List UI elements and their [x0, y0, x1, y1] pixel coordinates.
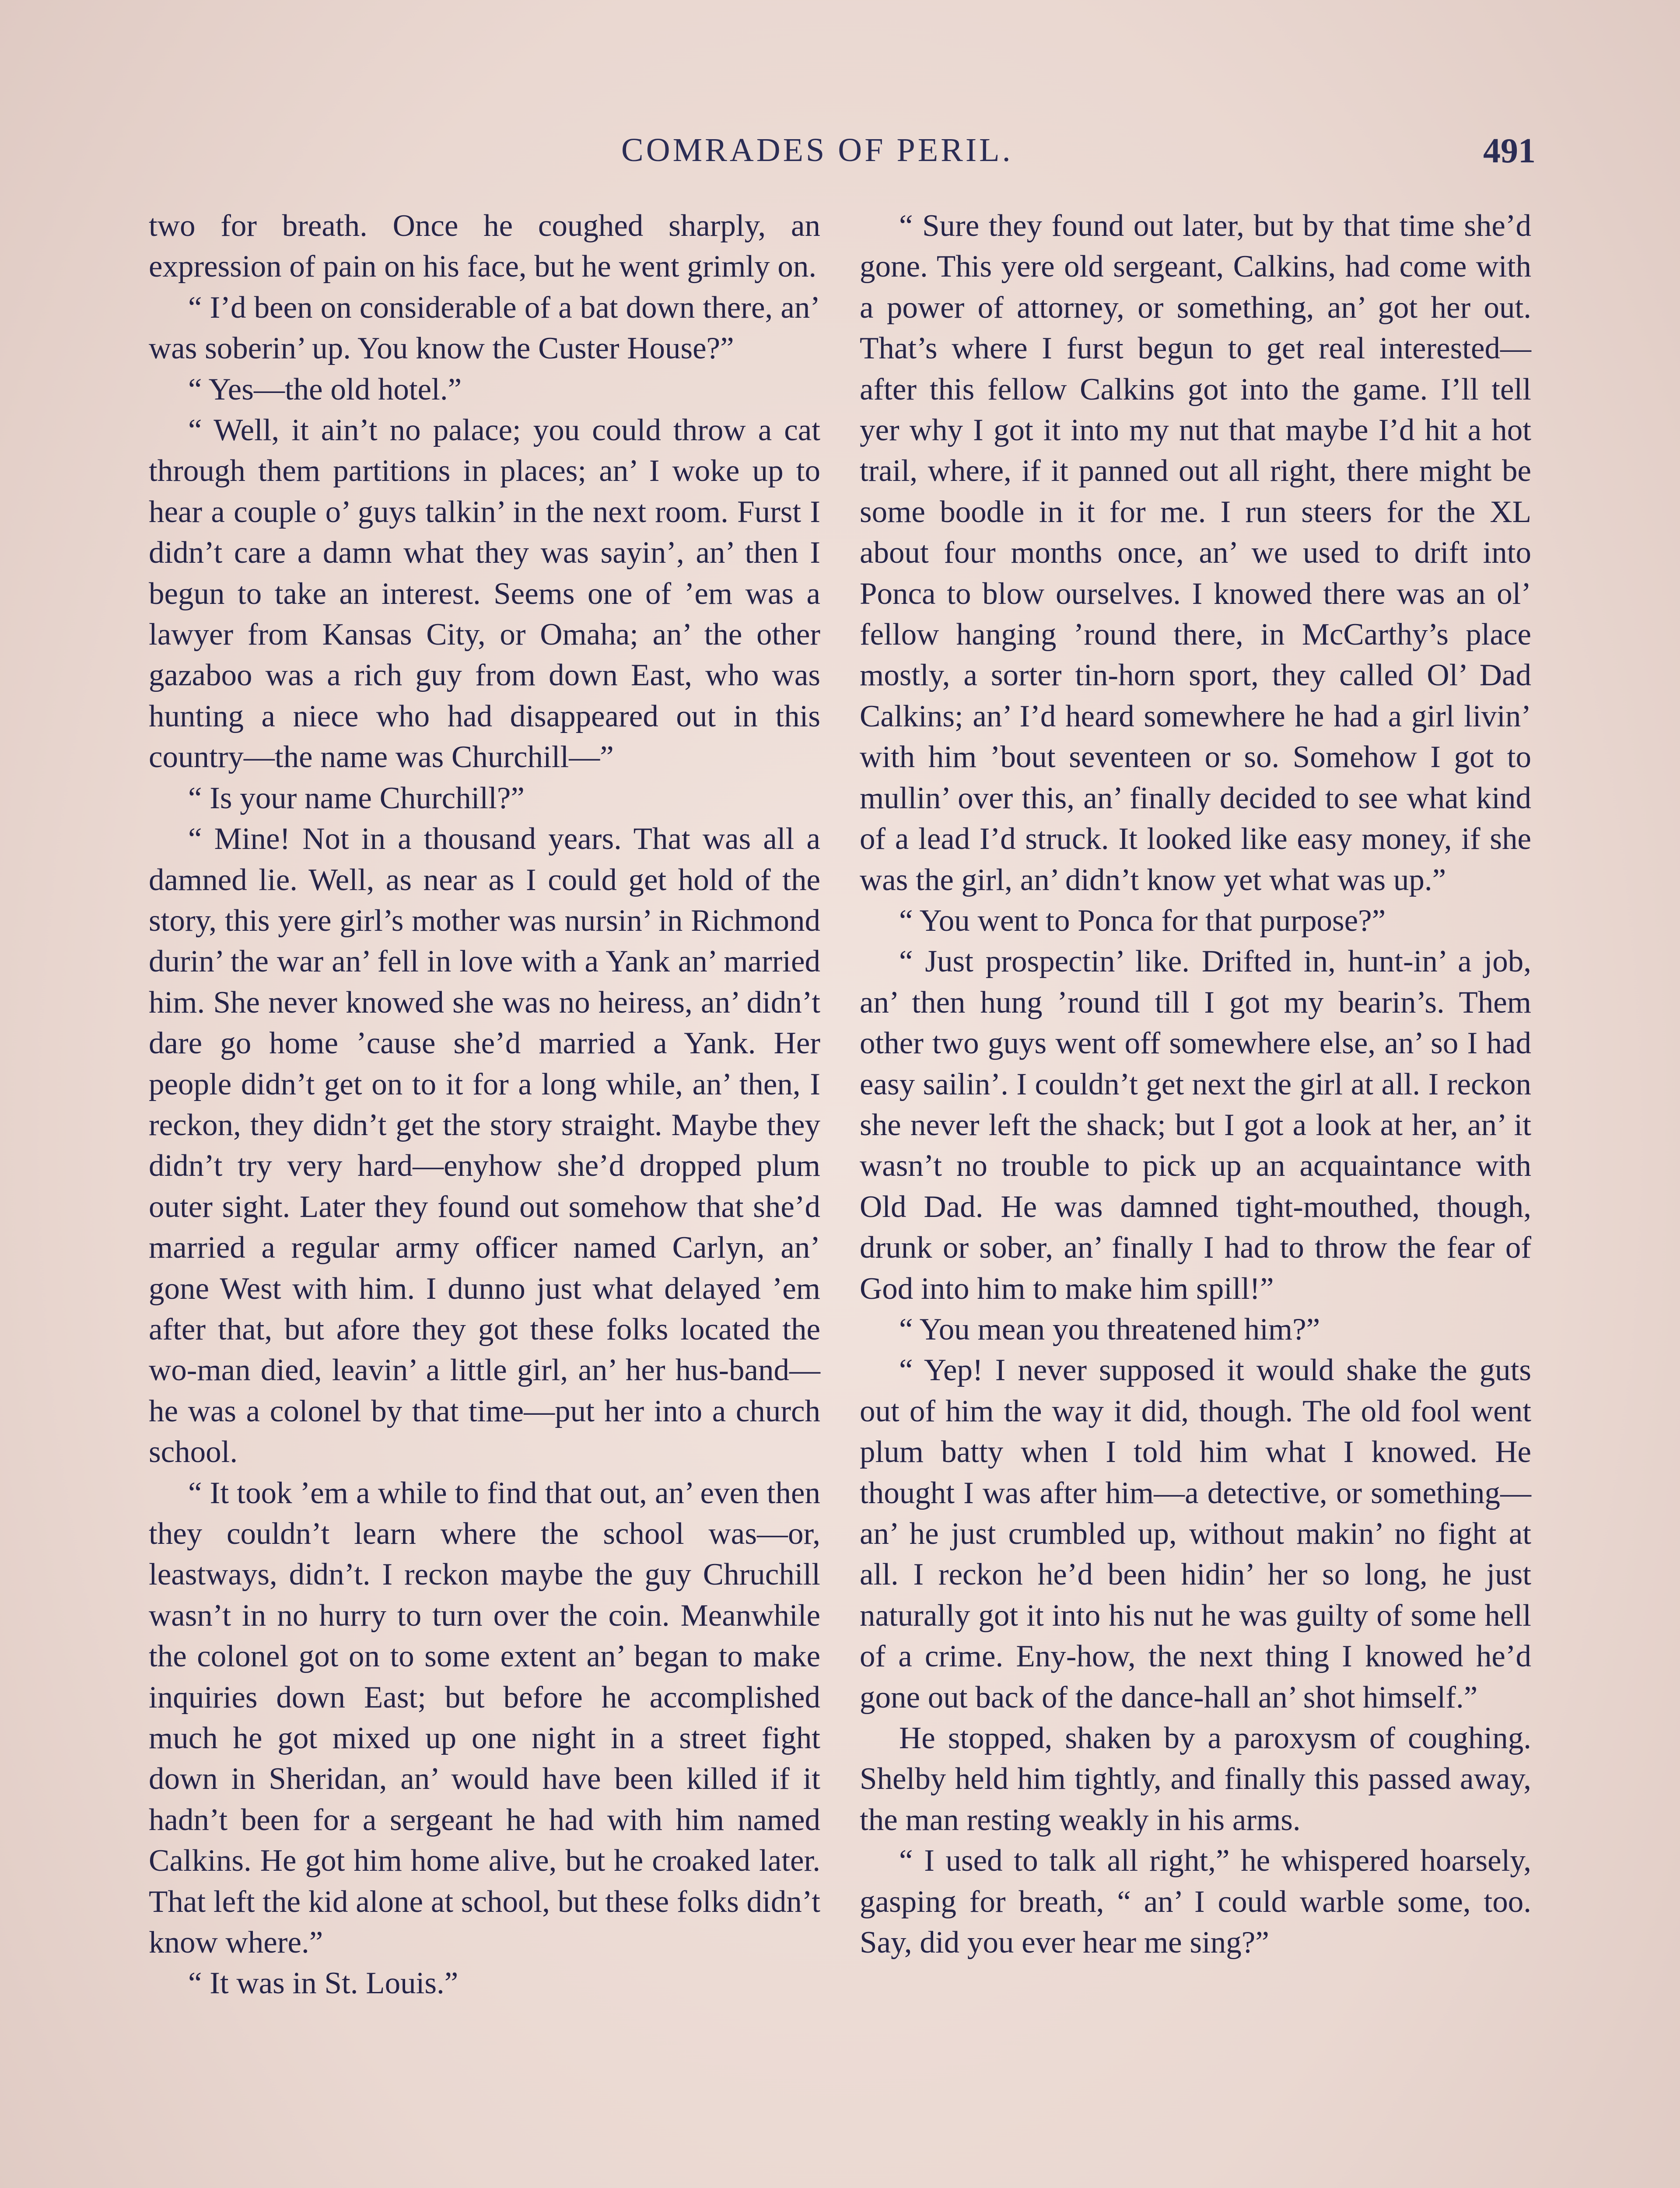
paragraph: “ Is your name Churchill?” — [188, 781, 525, 815]
paragraph: “ Sure they found out later, but by that time she’d gone. This yere old sergeant, Calkins, had come with a power of attorney, or something, an’ got her out. That’s where I furst begun to get real interested—after this fellow Calkins got into the game. I’ll tell yer why I got it into my nut that maybe I’d hit a hot trail, where, if it panned out all right, there might be some boodle in it for me. I run steers for the XL about four months once, an’ we used to drift into Ponca to blow ourselves. I knowed there was an ol’ fellow hanging ’round there, in McCarthy’s place mostly, a sorter tin-horn sport, they called Ol’ Dad Calkins; an’ I’d heard somewhere he had a girl livin’ with him ’bout seventeen or so. Somehow I got to mullin’ over this, an’ finally decided to see what kind of a lead I’d struck. It looked like easy money, if she was the girl, an’ didn’t know yet what was up.” — [860, 209, 1531, 897]
left-column — [149, 206, 820, 2004]
paragraph: two for breath. Once he coughed sharply, an expression of pain on his face, but he went grimly on. — [149, 209, 820, 284]
paragraph: “ I’d been on considerable of a bat down there, an’ was soberin’ up. You know the Custer House?” — [149, 290, 820, 366]
paragraph: “ Yes—the old hotel.” — [188, 372, 462, 407]
paragraph: “ Just prospectin’ like. Drifted in, hunt-in’ a job, an’ then hung ’round till I got my bearin’s. Them other two guys went off somewhere else, an’ so I had easy sailin’. I couldn’t get next the girl at all. I reckon she never left the shack; but I got a look at her, an’ it wasn’t no trouble to pick up an acquaintance with Old Dad. He was damned tight-mouthed, though, drunk or sober, an’ finally I had to throw the fear of God into him to make him spill!” — [860, 944, 1531, 1306]
paragraph: “ You mean you threatened him?” — [899, 1312, 1320, 1346]
right-column — [860, 206, 1531, 1963]
paragraph: “ It took ’em a while to find that out, an’ even then they couldn’t learn where the school was—or, leastways, didn’t. I reckon maybe the guy Chruchill wasn’t in no hurry to turn over the coin. Meanwhile the colonel got on to some extent an’ began to make inquiries down East; but before he accomplished much he got mixed up one night in a street fight down in Sheridan, an’ would have been killed if it hadn’t been for a sergeant he had with him named Calkins. He got him home alive, but he croaked later. That left the kid alone at school, but these folks didn’t know where.” — [149, 1476, 820, 1960]
paragraph: “ You went to Ponca for that purpose?” — [899, 903, 1386, 938]
paragraph: He stopped, shaken by a paroxysm of coughing. Shelby held him tightly, and finally this passed away, the man resting weakly in his arms. — [860, 1721, 1531, 1837]
page-number: 491 — [1483, 132, 1536, 170]
paragraph: “ It was in St. Louis.” — [188, 1966, 458, 2001]
paragraph: “ Well, it ain’t no palace; you could throw a cat through them partitions in places; an’ I woke up to hear a couple o’ guys talkin’ in the next room. Furst I didn’t care a damn what they was sayin’, an’ then I begun to take an interest. Seems one of ’em was a lawyer from Kansas City, or Omaha; an’ the other gazaboo was a rich guy from down East, who was hunting a niece who had disappeared out in this country—the name was Churchill—” — [149, 413, 820, 775]
paragraph: “ I used to talk all right,” he whispered hoarsely, gasping for breath, “ an’ I could warble some, too. Say, did you ever hear me sing?” — [860, 1844, 1531, 1960]
running-title: COMRADES OF PERIL. — [621, 132, 1013, 168]
paragraph: “ Mine! Not in a thousand years. That was all a damned lie. Well, as near as I could get hold of the story, this yere girl’s mother was nursin’ in Richmond durin’ the war an’ fell in love with a Yank an’ married him. She never knowed she was no heiress, an’ didn’t dare go home ’cause she’d married a Yank. Her people didn’t get on to it for a long while, an’ then, I reckon, they didn’t get the story straight. Maybe they didn’t try very hard—enyhow she’d dropped plum outer sight. Later they found out somehow that she’d married a regular army officer named Carlyn, an’ gone West with him. I dunno just what delayed ’em after that, but afore they got these folks located the wo-man died, leavin’ a little girl, an’ her hus-band—he was a colonel by that time—put her into a church school. — [149, 822, 820, 1469]
running-head — [144, 131, 1536, 179]
paragraph: “ Yep! I never supposed it would shake the guts out of him the way it did, though. The old fool went plum batty when I told him what I knowed. He thought I was after him—a detective, or something—an’ he just crumbled up, without makin’ no fight at all. I reckon he’d been hidin’ her so long, he just naturally got it into his nut he was guilty of some hell of a crime. Eny-how, the next thing I knowed he’d gone out back of the dance-hall an’ shot himself.” — [860, 1353, 1531, 1715]
